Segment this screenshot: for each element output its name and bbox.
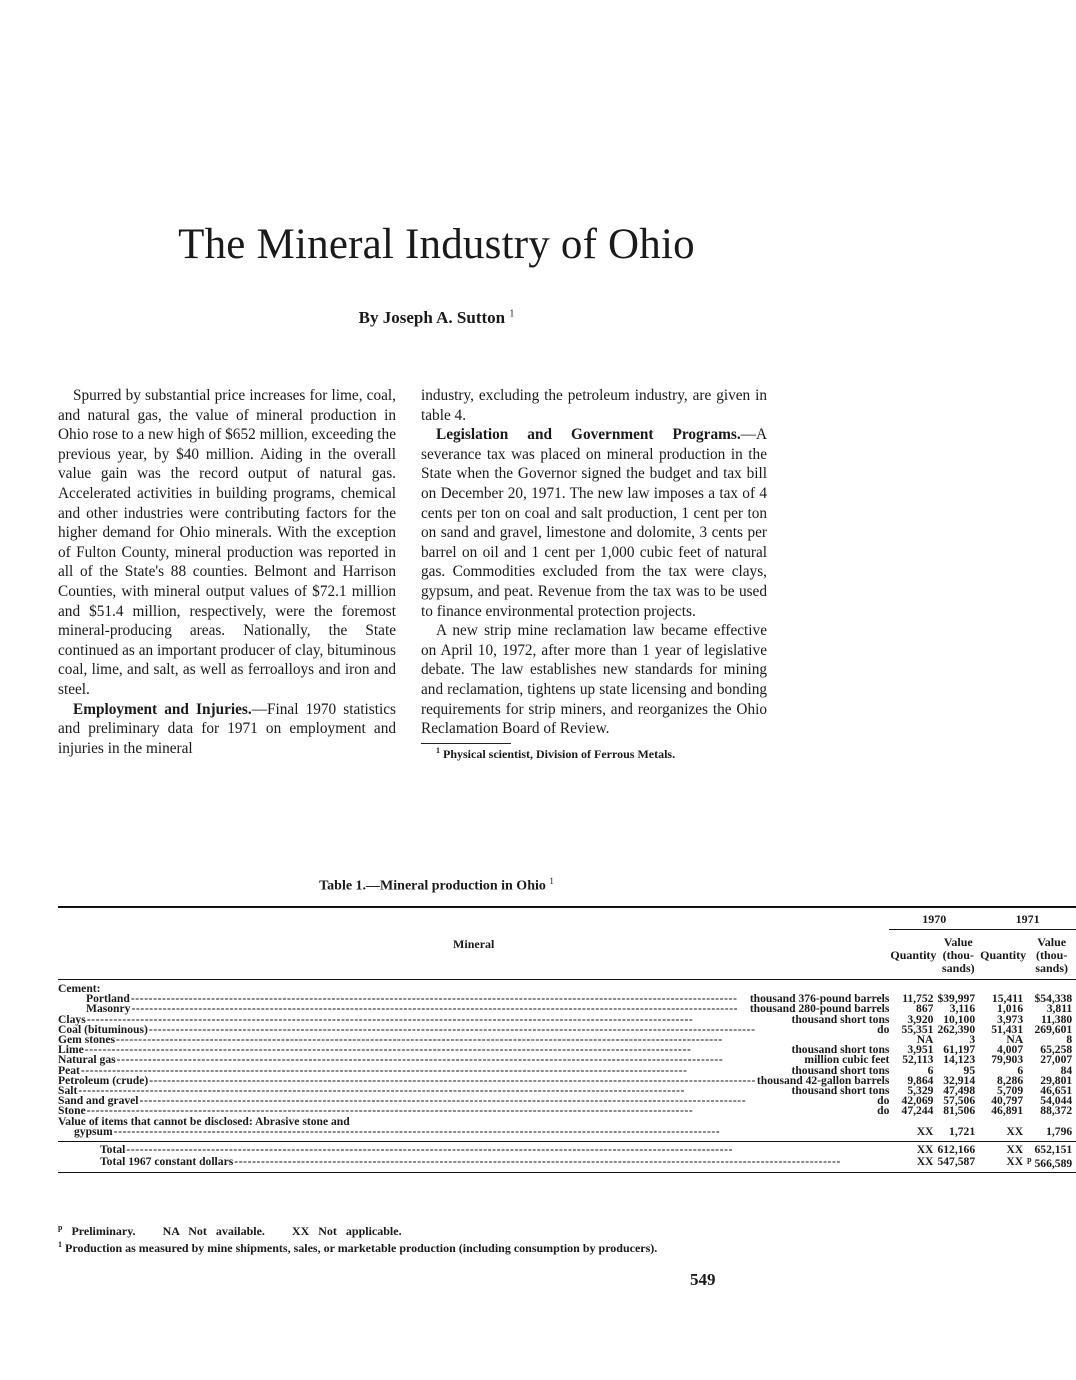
row-label: Petroleum (crude) (58, 1073, 149, 1087)
col-year-1971: 1971 (979, 907, 1076, 930)
table-caption-mark: 1 (549, 876, 554, 886)
value-1971: 65,258 (1040, 1043, 1073, 1057)
value-1971: 269,601 (1034, 1022, 1073, 1036)
col-quantity-1970: Quantity (890, 948, 937, 962)
row-label: Coal (bituminous) (58, 1022, 148, 1036)
author-footnote (421, 744, 767, 761)
value-1971: 566,589 (1034, 1157, 1073, 1171)
quantity-1970: 11,752 (902, 992, 934, 1006)
note-p-mark: p (58, 1223, 63, 1232)
intro-paragraph: Spurred by substantial price increases for lime, coal, and natural gas, the value of mineral production in Ohio rose to a new high of $652 million, exceeding the previous year, by $40 million. Aiding in the overall value gain was the record output of natural gas. Accelerated activities in building programs, chemical and other industries were contributing factors for the higher demand for Ohio minerals. With the exception of Fulton County, mineral production was reported in all of the State's 88 counties. Belmont and Harrison Counties, with mineral output values of $72.1 million and $51.4 million, respectively, were the foremost mineral-producing areas. Nationally, the State continued as an important producer of clay, bituminous coal, lime, and salt, as well as ferroalloys and iron and steel. (58, 387, 397, 698)
note-preliminary: Preliminary. (71, 1224, 136, 1238)
author-footnote-mark: 1 (509, 308, 515, 320)
value-1971: 27,007 (1040, 1053, 1073, 1067)
quantity-1971: NA (1006, 1033, 1024, 1047)
col-quantity-1971: Quantity (980, 948, 1027, 962)
mineral-production-table (58, 906, 1073, 1173)
value-1970: 10,100 (943, 1012, 976, 1026)
table-note-1 (58, 1238, 767, 1255)
quantity-1971: 5,709 (997, 1084, 1024, 1098)
value-1971: 29,801 (1040, 1073, 1073, 1087)
row-label: Sand and gravel (58, 1094, 139, 1108)
continued-paragraph: industry, excluding the petroleum industry, are given in table 4. (421, 387, 767, 424)
col-value-1971: Value (thou- sands) (1035, 935, 1068, 975)
value-1971: 652,151 (1027, 1142, 1076, 1156)
row-unit: do (877, 1094, 890, 1108)
table-note-abbrev (58, 1221, 767, 1238)
quantity-1971: XX (979, 1155, 1027, 1173)
row-label: Lime (58, 1043, 84, 1057)
value-1971: 46,651 (1040, 1084, 1073, 1098)
quantity-1971: 1,016 (997, 1002, 1024, 1016)
value-1970: 1,721 (949, 1124, 976, 1138)
undisclosed-label-1: Value of items that cannot be disclosed: Abrasive stone and (58, 1114, 350, 1128)
note1-text: Production as measured by mine shipments, sales, or marketable production (including consumption by producers). (65, 1241, 658, 1255)
value-1970: 57,506 (943, 1094, 976, 1108)
row-unit: thousand 280-pound barrels (749, 1002, 890, 1016)
value-1970: 3 (969, 1033, 976, 1047)
footnote-mark: 1 (436, 745, 440, 755)
quantity-1970: 3,920 (907, 1012, 934, 1026)
article-title: The Mineral Industry of Ohio (178, 221, 695, 268)
row-unit: thousand 376-pound barrels (749, 992, 890, 1006)
value-1971: 8 (1066, 1033, 1073, 1047)
quantity-1970: XX (889, 1155, 937, 1173)
preliminary-mark: p (1027, 1155, 1032, 1165)
col-value-1970: Value (thou- sands) (941, 935, 975, 975)
row-unit: do (877, 1022, 890, 1036)
quantity-1970: 6 (927, 1063, 934, 1077)
row-unit: thousand short tons (791, 1084, 890, 1098)
value-1970: 612,166 (937, 1142, 979, 1156)
footnote-text: Physical scientist, Division of Ferrous Metals. (443, 746, 676, 761)
table-row-total (58, 1142, 1076, 1156)
quantity-1971: XX (1006, 1124, 1024, 1138)
row-label: Natural gas (58, 1053, 116, 1067)
quantity-1970: 9,864 (907, 1073, 934, 1087)
quantity-1971: 79,903 (991, 1053, 1024, 1067)
undisclosed-label-2-cell (58, 1124, 889, 1142)
undisclosed-label-2: gypsum (74, 1124, 113, 1138)
value-1970: 95 (963, 1063, 976, 1077)
quantity-1971: 4,007 (997, 1043, 1024, 1057)
legislation-paragraph (421, 425, 767, 621)
value-1970: 3,116 (949, 1002, 976, 1016)
row-label: Portland (86, 992, 130, 1006)
value-1971: $54,338 (1034, 992, 1073, 1006)
quantity-1970: 55,351 (901, 1022, 934, 1036)
byline (0, 308, 873, 328)
total-label: Total (100, 1143, 126, 1157)
table-row-total-constant (58, 1155, 1076, 1173)
reclamation-paragraph: A new strip mine reclamation law became effective on April 10, 1972, after more than 1 year of legislative debate. The law establishes new standards for mining and reclamation, tightens up state licensing and bonding requirements for strip miners, and reorganizes the Ohio Reclamation Board of Review. (421, 622, 767, 738)
employment-text: —Final 1970 statistics and preliminary data for 1971 on employment and injuries in the mineral (58, 700, 396, 757)
value-1971: 1,796 (1046, 1124, 1073, 1138)
employment-paragraph (58, 700, 396, 759)
value-1971: 88,372 (1040, 1104, 1073, 1118)
value-1971: 11,380 (1040, 1012, 1073, 1026)
page-number: 549 (690, 1270, 716, 1289)
quantity-1970: 867 (916, 1002, 934, 1016)
cement-group-label: Cement: (58, 982, 101, 995)
row-unit: thousand short tons (791, 1012, 890, 1026)
quantity-1971: 40,797 (991, 1094, 1024, 1108)
note-not-available: NA Not available. (162, 1224, 265, 1238)
total-label-cell (58, 1142, 889, 1156)
row-label: Salt (58, 1084, 78, 1098)
value-1970: 61,197 (943, 1043, 976, 1057)
quantity-1971: 3,973 (997, 1012, 1024, 1026)
row-unit: million cubic feet (804, 1053, 890, 1067)
quantity-1970: 42,069 (901, 1094, 934, 1108)
quantity-1971: 6 (1017, 1063, 1024, 1077)
quantity-1970: 5,329 (907, 1084, 934, 1098)
left-column (58, 386, 396, 758)
total-const-label: Total 1967 constant dollars (100, 1155, 234, 1169)
quantity-1971: 51,431 (991, 1022, 1024, 1036)
row-label: Peat (58, 1063, 80, 1077)
author-name: By Joseph A. Sutton (358, 308, 506, 327)
row-label: Stone (58, 1104, 86, 1118)
value-1970: 81,506 (943, 1104, 976, 1118)
value-1970: 547,587 (937, 1155, 979, 1173)
row-unit: thousand short tons (791, 1063, 890, 1077)
col-year-1970: 1970 (889, 907, 979, 930)
row-label: Clays (58, 1012, 86, 1026)
quantity-1970: XX (916, 1124, 934, 1138)
table-row-undisclosed-values (58, 1127, 1076, 1142)
table-caption (0, 876, 873, 895)
value-1971: 3,811 (1046, 1002, 1073, 1016)
value-1970: 47,498 (943, 1084, 976, 1098)
employment-heading: Employment and Injuries. (73, 700, 252, 718)
row-label: Masonry (86, 1002, 131, 1016)
quantity-1971: 46,891 (991, 1104, 1024, 1118)
value-1970: 14,123 (943, 1053, 976, 1067)
table-caption-text: Table 1.—Mineral production in Ohio (319, 878, 546, 894)
note-not-applicable: XX Not applicable. (291, 1224, 402, 1238)
row-unit: do (877, 1104, 890, 1118)
value-1971: 84 (1060, 1063, 1073, 1077)
row-unit: thousand 42-gallon barrels (756, 1073, 890, 1087)
quantity-1971: 15,411 (991, 992, 1024, 1006)
value-1970: 32,914 (943, 1073, 976, 1087)
table-notes (58, 1221, 767, 1255)
legislation-text: —A severance tax was placed on mineral production in the State when the Governor signed the budget and tax bill on December 20, 1971. The new law imposes a tax of 4 cents per ton on coal and salt production, 1 cent per ton on sand and gravel, limestone and dolomite, 3 cents per barrel on oil and 1 cent per 1,000 cubic feet of natural gas. Commodities excluded from the tax were clays, gypsum, and peat. Revenue from the tax was to be used to finance environmental protection projects. (421, 426, 767, 620)
quantity-1970: 3,951 (907, 1043, 934, 1057)
total-const-label-cell (58, 1155, 889, 1173)
legislation-heading: Legislation and Government Programs. (436, 426, 741, 444)
col-mineral: Mineral (58, 907, 889, 980)
row-label: Gem stones (58, 1033, 115, 1047)
note1-mark: 1 (58, 1240, 62, 1249)
value-1971: 54,044 (1040, 1094, 1073, 1108)
value-1970: $39,997 (937, 992, 976, 1006)
quantity-1970: 47,244 (901, 1104, 934, 1118)
quantity-1971: 8,286 (997, 1073, 1024, 1087)
right-column (421, 386, 767, 761)
quantity-1970: NA (916, 1033, 934, 1047)
quantity-1970: 52,113 (902, 1053, 934, 1067)
value-1971-cell (1027, 1155, 1076, 1173)
value-1970: 262,390 (937, 1022, 976, 1036)
quantity-1970: XX (889, 1142, 937, 1156)
row-unit: thousand short tons (791, 1043, 890, 1057)
quantity-1971: XX (979, 1142, 1027, 1156)
